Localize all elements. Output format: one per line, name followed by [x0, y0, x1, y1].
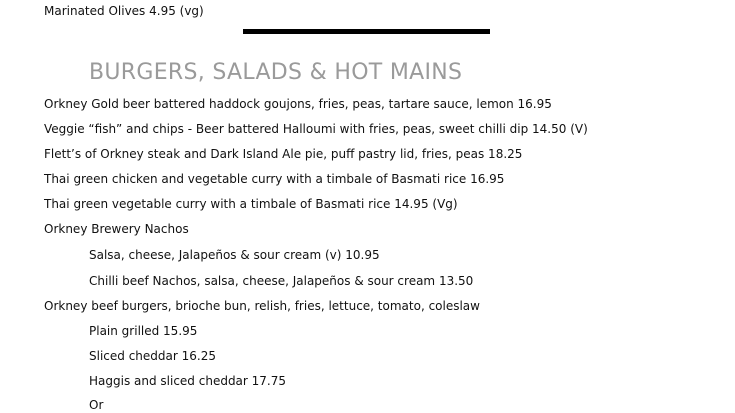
- nachos-option: Chilli beef Nachos, salsa, cheese, Jalapeños & sour cream 13.50: [89, 274, 474, 288]
- section-title: BURGERS, SALADS & HOT MAINS: [89, 60, 463, 85]
- menu-item: Orkney Gold beer battered haddock goujons, fries, peas, tartare sauce, lemon 16.95: [44, 97, 552, 111]
- menu-item: Veggie “fish” and chips - Beer battered Halloumi with fries, peas, sweet chilli dip 14.50 (V): [44, 122, 588, 136]
- burger-option: Haggis and sliced cheddar 17.75: [89, 374, 287, 388]
- menu-item-marinated-olives: Marinated Olives 4.95 (vg): [44, 4, 204, 18]
- burger-option: Sliced cheddar 16.25: [89, 349, 216, 363]
- menu-item-nachos: Orkney Brewery Nachos: [44, 222, 189, 236]
- menu-item-burgers: Orkney beef burgers, brioche bun, relish, fries, lettuce, tomato, coleslaw: [44, 299, 480, 313]
- menu-item: Thai green chicken and vegetable curry with a timbale of Basmati rice 16.95: [44, 172, 505, 186]
- section-divider: [243, 29, 490, 34]
- burger-option: Plain grilled 15.95: [89, 324, 198, 338]
- menu-item: Flett’s of Orkney steak and Dark Island Ale pie, puff pastry lid, fries, peas 18.25: [44, 147, 523, 161]
- nachos-option: Salsa, cheese, Jalapeños & sour cream (v) 10.95: [89, 248, 380, 262]
- menu-item: Thai green vegetable curry with a timbale of Basmati rice 14.95 (Vg): [44, 197, 458, 211]
- burger-option: Or: [89, 398, 104, 412]
